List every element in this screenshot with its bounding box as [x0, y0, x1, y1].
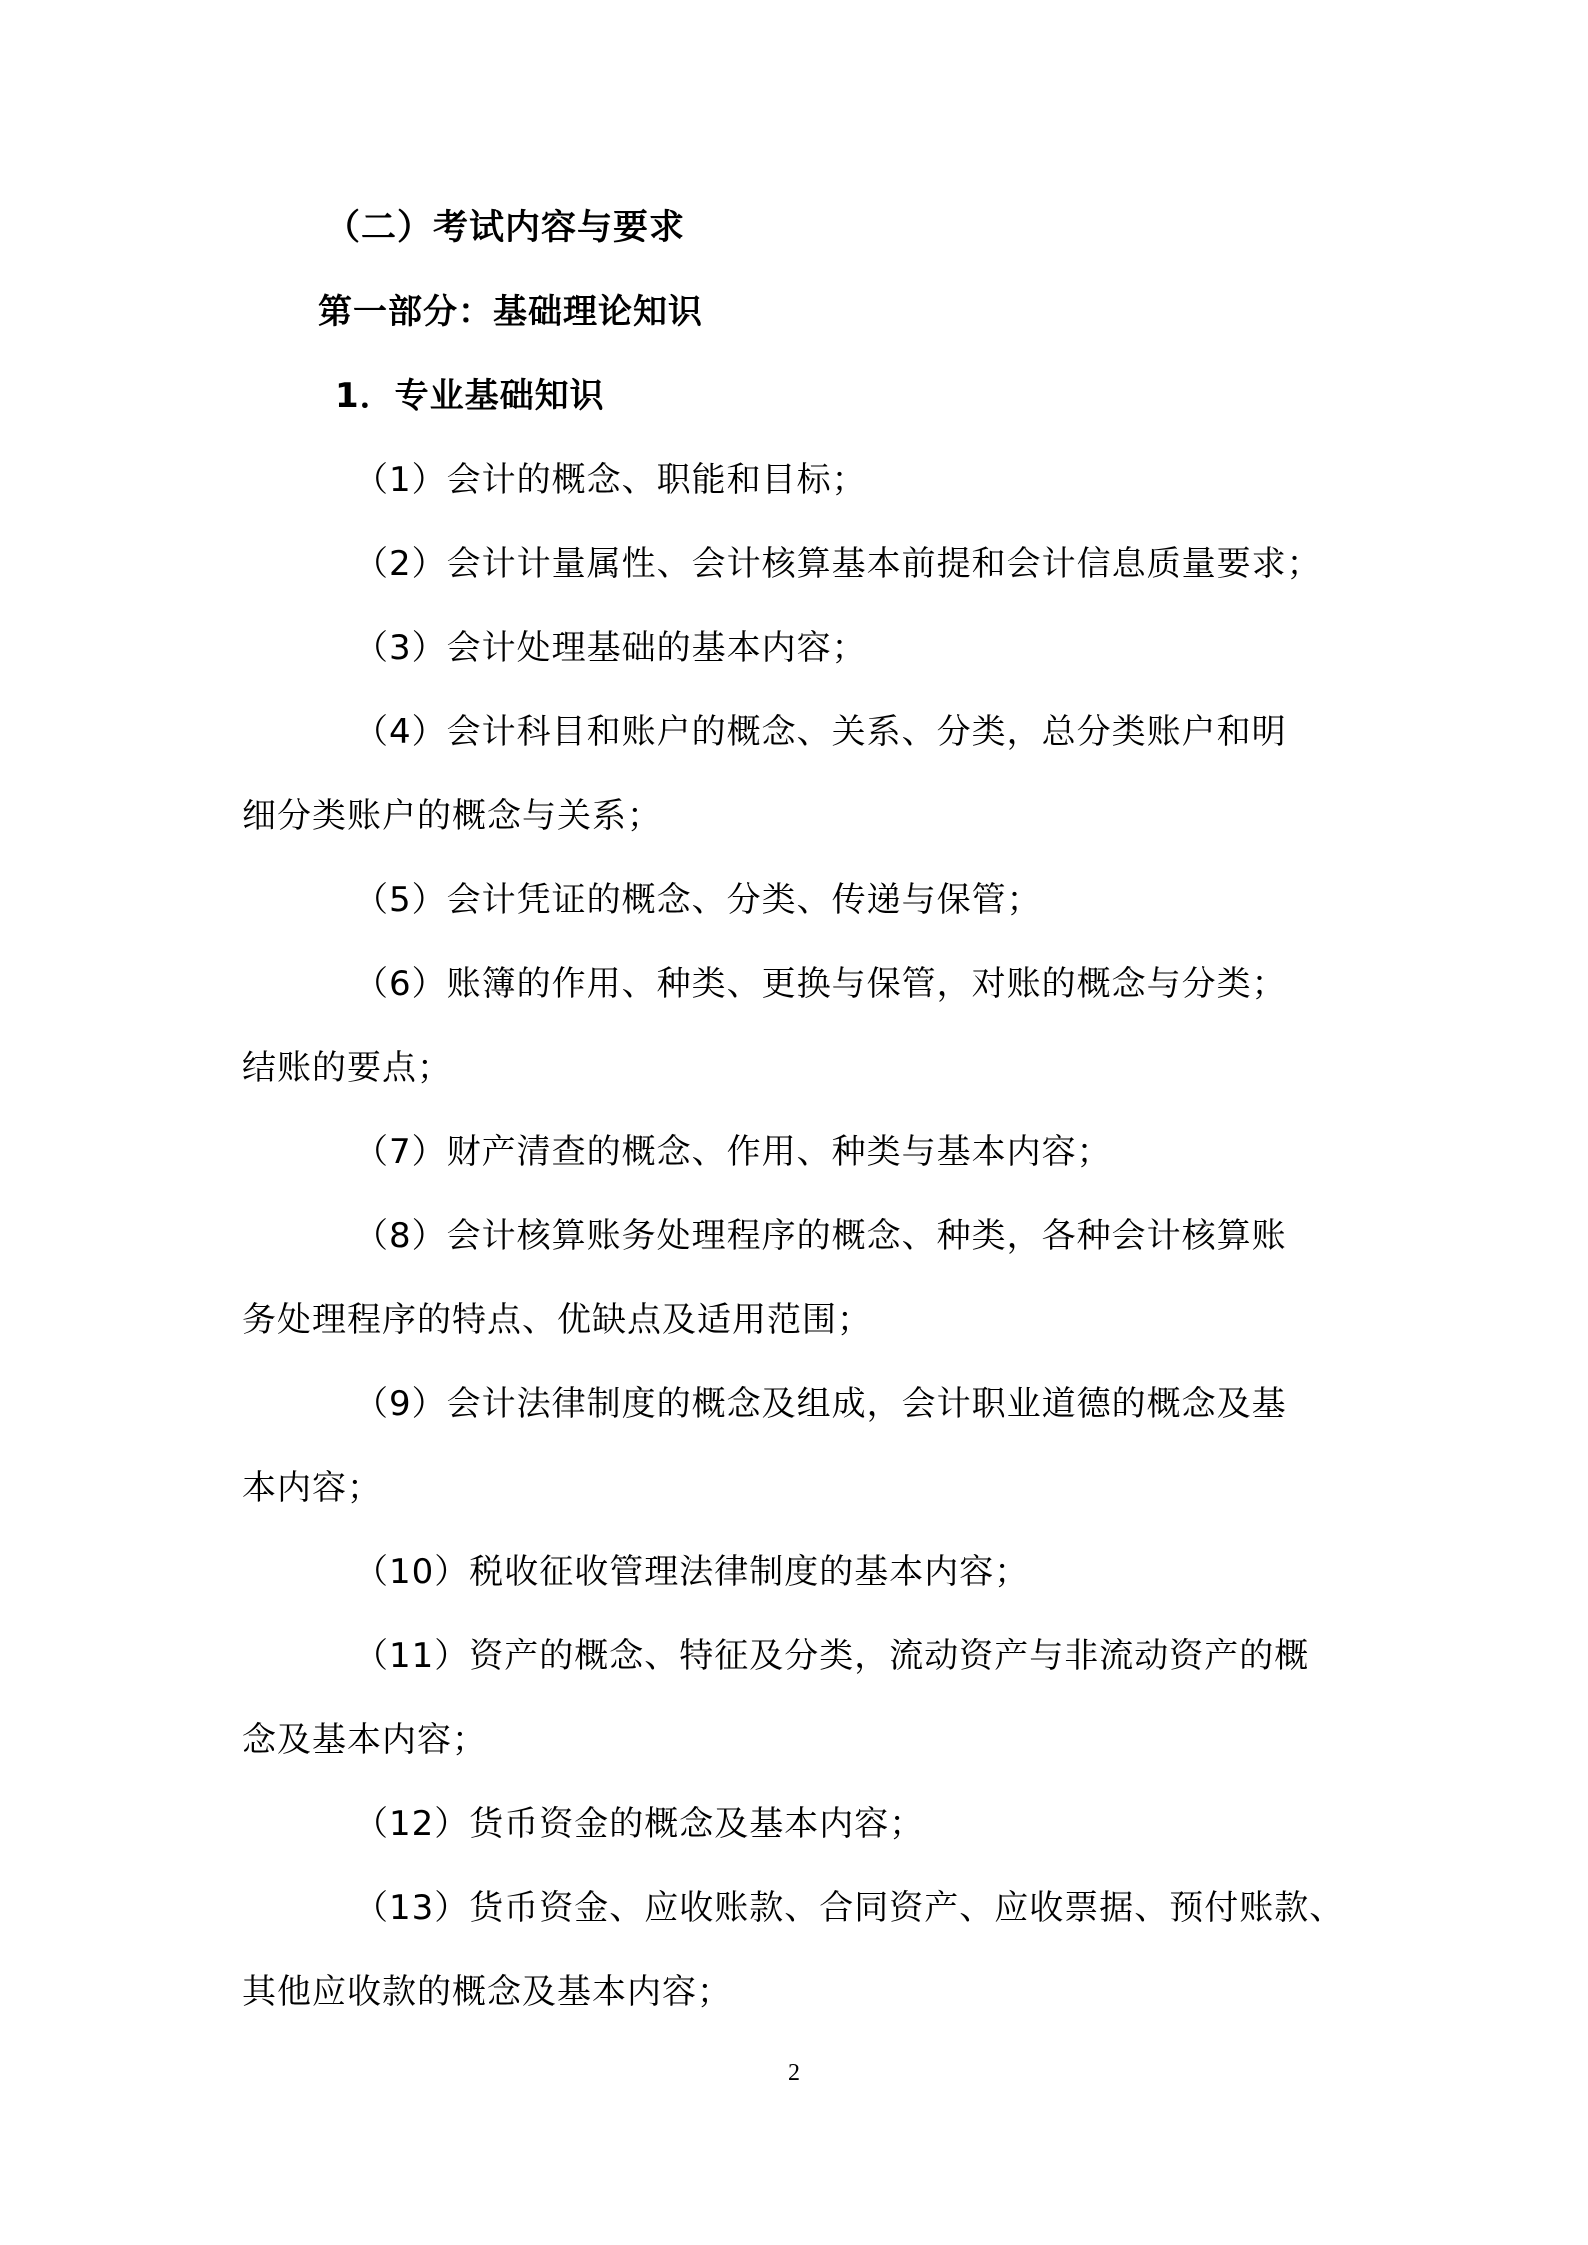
section-heading: （二）考试内容与要求: [325, 208, 686, 248]
list-item: （12）货币资金的概念及基本内容；: [354, 1804, 925, 1844]
list-item-continuation: 本内容；: [242, 1468, 382, 1508]
list-item: （11）资产的概念、特征及分类，流动资产与非流动资产的概: [354, 1636, 1310, 1676]
section-title: 1．专业基础知识: [335, 376, 605, 416]
list-item: （4）会计科目和账户的概念、关系、分类，总分类账户和明: [354, 712, 1287, 752]
page-number: 2: [788, 2060, 800, 2086]
list-item: （8）会计核算账务处理程序的概念、种类，各种会计核算账: [354, 1216, 1287, 1256]
part-title: 第一部分：基础理论知识: [318, 292, 703, 332]
list-item: （9）会计法律制度的概念及组成，会计职业道德的概念及基: [354, 1384, 1287, 1424]
list-item: （5）会计凭证的概念、分类、传递与保管；: [354, 880, 1042, 920]
list-item: （2）会计计量属性、会计核算基本前提和会计信息质量要求；: [354, 544, 1322, 584]
list-item: （10）税收征收管理法律制度的基本内容；: [354, 1552, 1030, 1592]
list-item: （1）会计的概念、职能和目标；: [354, 460, 867, 500]
list-item-continuation: 结账的要点；: [242, 1048, 452, 1088]
list-item: （6）账簿的作用、种类、更换与保管，对账的概念与分类；: [354, 964, 1287, 1004]
list-item: （7）财产清查的概念、作用、种类与基本内容；: [354, 1132, 1112, 1172]
list-item-continuation: 务处理程序的特点、优缺点及适用范围；: [242, 1300, 872, 1340]
list-item-continuation: 念及基本内容；: [242, 1720, 487, 1760]
list-item-continuation: 细分类账户的概念与关系；: [242, 796, 662, 836]
list-item: （13）货币资金、应收账款、合同资产、应收票据、预付账款、: [354, 1888, 1345, 1928]
list-item: （3）会计处理基础的基本内容；: [354, 628, 867, 668]
list-item-continuation: 其他应收款的概念及基本内容；: [242, 1972, 732, 2012]
